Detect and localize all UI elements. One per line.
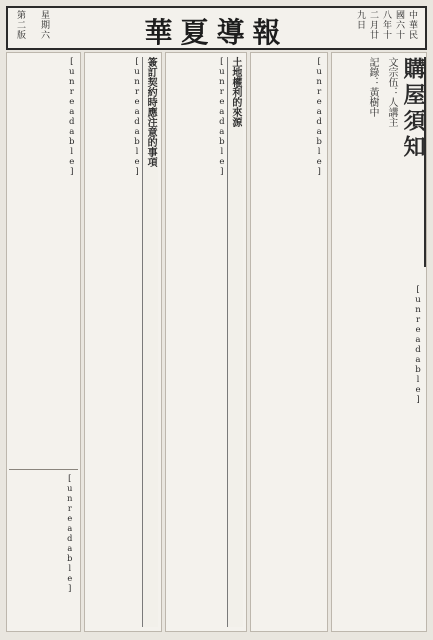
article-title: 購屋須知 (401, 57, 426, 267)
weekday: 星期六 (39, 10, 49, 40)
column-3 (165, 52, 247, 632)
bottom-box-text: [unreadable] (64, 473, 75, 593)
article-reporter: 記錄：黃樹中 (367, 57, 378, 117)
column-1 (331, 52, 427, 632)
article-byline: 文宗伍：人講主 (386, 57, 397, 127)
issue-date: 中華民國六十八年十二月廿九日 (355, 10, 417, 40)
column-2 (250, 52, 328, 632)
masthead (6, 6, 427, 50)
column-5-text: [unreadable] (66, 57, 77, 177)
article-grid (6, 52, 427, 632)
section-heading-1: 土地權利的來源 (227, 57, 243, 627)
column-4 (84, 52, 162, 632)
column-3-text: [unreadable] (216, 57, 227, 177)
page-label: 第二版 (15, 10, 25, 40)
bottom-box (9, 469, 78, 629)
article-header (332, 53, 426, 283)
column-5 (6, 52, 81, 632)
section-heading-2: 簽訂契約時應注意的事項 (142, 57, 158, 627)
column-1-text: [unreadable] (413, 285, 423, 405)
paper-name: 華夏導報 (144, 16, 289, 49)
column-4-text: [unreadable] (132, 57, 143, 177)
column-2-text: [unreadable] (314, 57, 325, 177)
column-1-body (335, 285, 423, 628)
